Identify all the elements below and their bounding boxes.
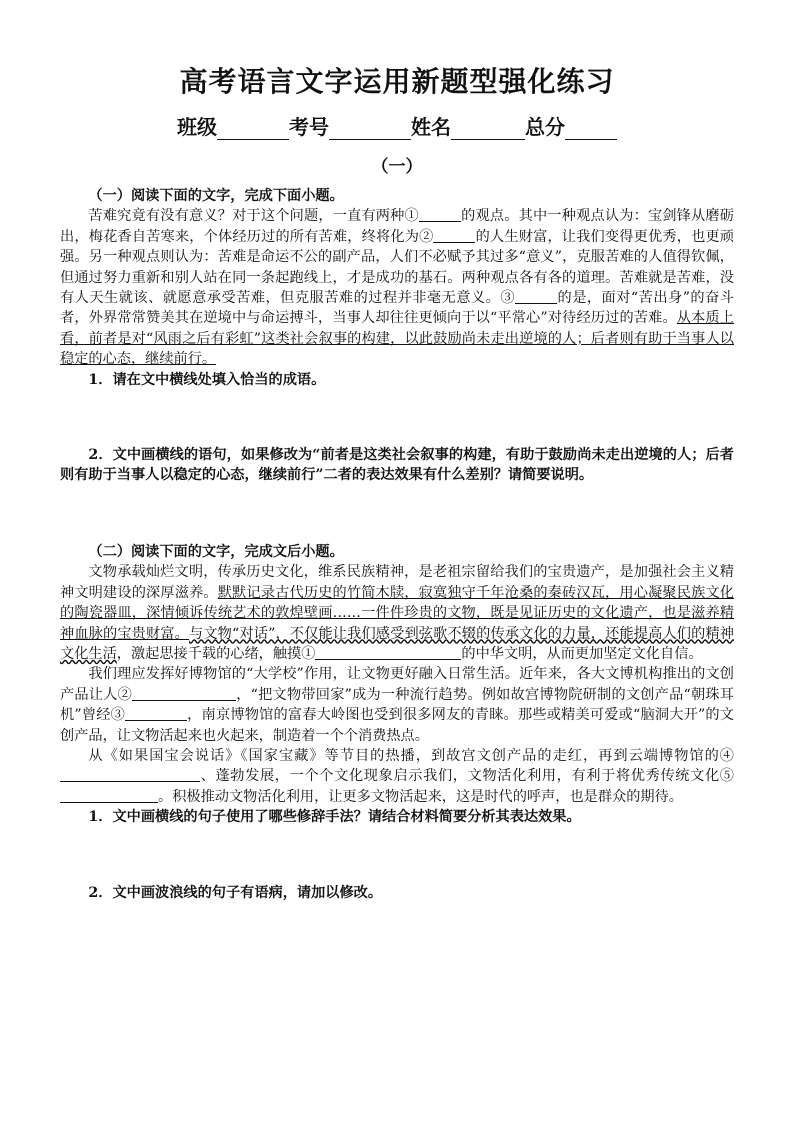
class-label: 班级	[177, 115, 217, 139]
p3-text-b: 、蓬勃发展，一个个文化现象启示我们，文物活化利用，有利于将优秀传统文化⑤	[200, 768, 734, 785]
passage1-text-1: 苦难究竟有没有意义？对于这个问题，一直有两种①	[88, 208, 419, 225]
section2-paragraph-3	[60, 746, 734, 807]
section1-heading: （一）阅读下面的文字，完成下面小题。	[88, 188, 344, 204]
section1-question-2: 2．文中画横线的语句，如果修改为“前者是这类社会叙事的构建，有助于鼓励尚未走出逆境的人；后者则有助于当事人以稳定的心态，继续前行”二者的表达效果有什么差别？请简要说明。	[60, 447, 734, 484]
passage1-blank-2[interactable]	[433, 227, 475, 243]
score-blank[interactable]	[565, 119, 617, 140]
p1-text-c: 的中华文明，从而更加坚定文化自信。	[461, 645, 703, 662]
section2-question-2: 2．文中画波浪线的句子有语病，请加以修改。	[88, 884, 383, 901]
section1-question-1: 1．请在文中横线处填入恰当的成语。	[88, 371, 326, 388]
name-label: 姓名	[411, 115, 451, 139]
page-title: 高考语言文字运用新题型强化练习	[179, 65, 615, 98]
score-label: 总分	[525, 115, 565, 139]
passage1-underlined-sentence: 从本质上看，前者是对“风雨之后有彩虹”这类社会叙事的构建，以此鼓励尚未走出逆境的人；后者则有助于当事人以稳定的心态，继续前行。	[60, 310, 734, 368]
passage1-text-3: 的人生财富，让我们变得更优秀，也更顽强。另一种观点则认为：苦难是命运不公的副产品，人们不必赋予其过多“意义”，克服苦难的人值得钦佩，但通过努力重新和别人站在同一条起跑线上，才是成功的基石。两种观点各有各的道理。苦难就是苦难，没有人天生就该、就愿意承受苦难，但克服苦难的过程并非毫无意义。③	[60, 228, 734, 307]
passage1-text-2: 的观点。其中一种观点认为：宝剑锋从磨砺出，梅花香自苦寒来，个体经历过的所有苦难，终将化为②	[60, 208, 734, 245]
p1-underlined-sentence: 默默记录古代历史的竹简木牍，寂寞独守千年沧桑的秦砖汉瓦，用心凝聚民族文化的陶瓷器皿，深情倾诉传统艺术的敦煌壁画……一件件珍贵的文物，既是见证历史的文化遗产，也是滋养精神血脉的宝贵财富。	[60, 584, 734, 642]
p1-text-a: 文物承载灿烂文明，传承历史文化，维系民族精神，是老祖宗留给我们的宝贵遗产，是加强社会主义精神文明建设的深厚滋养。	[60, 564, 734, 601]
answer-space[interactable]	[60, 390, 734, 445]
p2-blank-2[interactable]	[132, 685, 236, 701]
passage1-blank-3[interactable]	[515, 288, 557, 304]
student-info-line	[0, 111, 794, 140]
p2-blank-5[interactable]	[60, 787, 158, 803]
exam-no-blank[interactable]	[329, 119, 411, 140]
answer-space[interactable]	[60, 486, 734, 542]
p2-blank-1[interactable]	[315, 644, 461, 660]
p1-text-b: ，激起思接千载的心绪，触摸①	[116, 645, 316, 662]
p2-text-b: ，“把文物带回家”成为一种流行趋势。例如故宫博物院研制的文创产品“朝珠耳机”曾经③	[60, 686, 734, 724]
p3-text-c: 。积极推动文物活化利用，让更多文物活起来，这是时代的呼声，也是群众的期待。	[158, 788, 683, 805]
section2-question-1: 1．文中画横线的句子使用了哪些修辞手法？请结合材料简要分析其表达效果。	[88, 809, 581, 826]
passage1-blank-1[interactable]	[419, 206, 461, 222]
p2-text-a: 我们理应发挥好博物馆的“大学校”作用，让文物更好融入日常生活。近年来，各大文博机构推出的文创产品让人②	[60, 666, 734, 703]
p3-text-a: 从《如果国宝会说话》《国家宝藏》等节目的热播，到故宫文创产品的走红，再到云端博物馆的④	[88, 747, 734, 764]
passage1-text-4: 的是，面对“苦出身”的奋斗者，外界常常赞美其在逆境中与命运搏斗，当事人却往往更倾向于以“平常心”对待经历过的苦难。	[60, 290, 734, 327]
p2-blank-4[interactable]	[60, 766, 200, 782]
class-blank[interactable]	[217, 119, 289, 140]
section2-heading: （二）阅读下面的文字，完成文后小题。	[88, 543, 344, 560]
section2-paragraph-1	[60, 562, 734, 664]
p1-wavy-sentence: 与文物“对话”，不仅能让我们感受到弦歌不辍的传承文化的力量，还能提高人们的精神文化生活	[60, 625, 734, 662]
part-label: （一）	[371, 157, 423, 177]
answer-space[interactable]	[60, 828, 734, 883]
p2-text-c: ，南京博物馆的富春大岭图也受到很多网友的青睐。那些或精美可爱或“脑洞大开”的文创产品，让文物活起来也火起来，制造着一个个消费热点。	[60, 707, 734, 744]
name-blank[interactable]	[451, 119, 525, 140]
p2-blank-3[interactable]	[125, 705, 187, 721]
section2-paragraph-2	[60, 664, 734, 746]
section1-passage	[60, 206, 734, 369]
exam-no-label: 考号	[289, 115, 329, 139]
worksheet-body	[60, 186, 734, 903]
